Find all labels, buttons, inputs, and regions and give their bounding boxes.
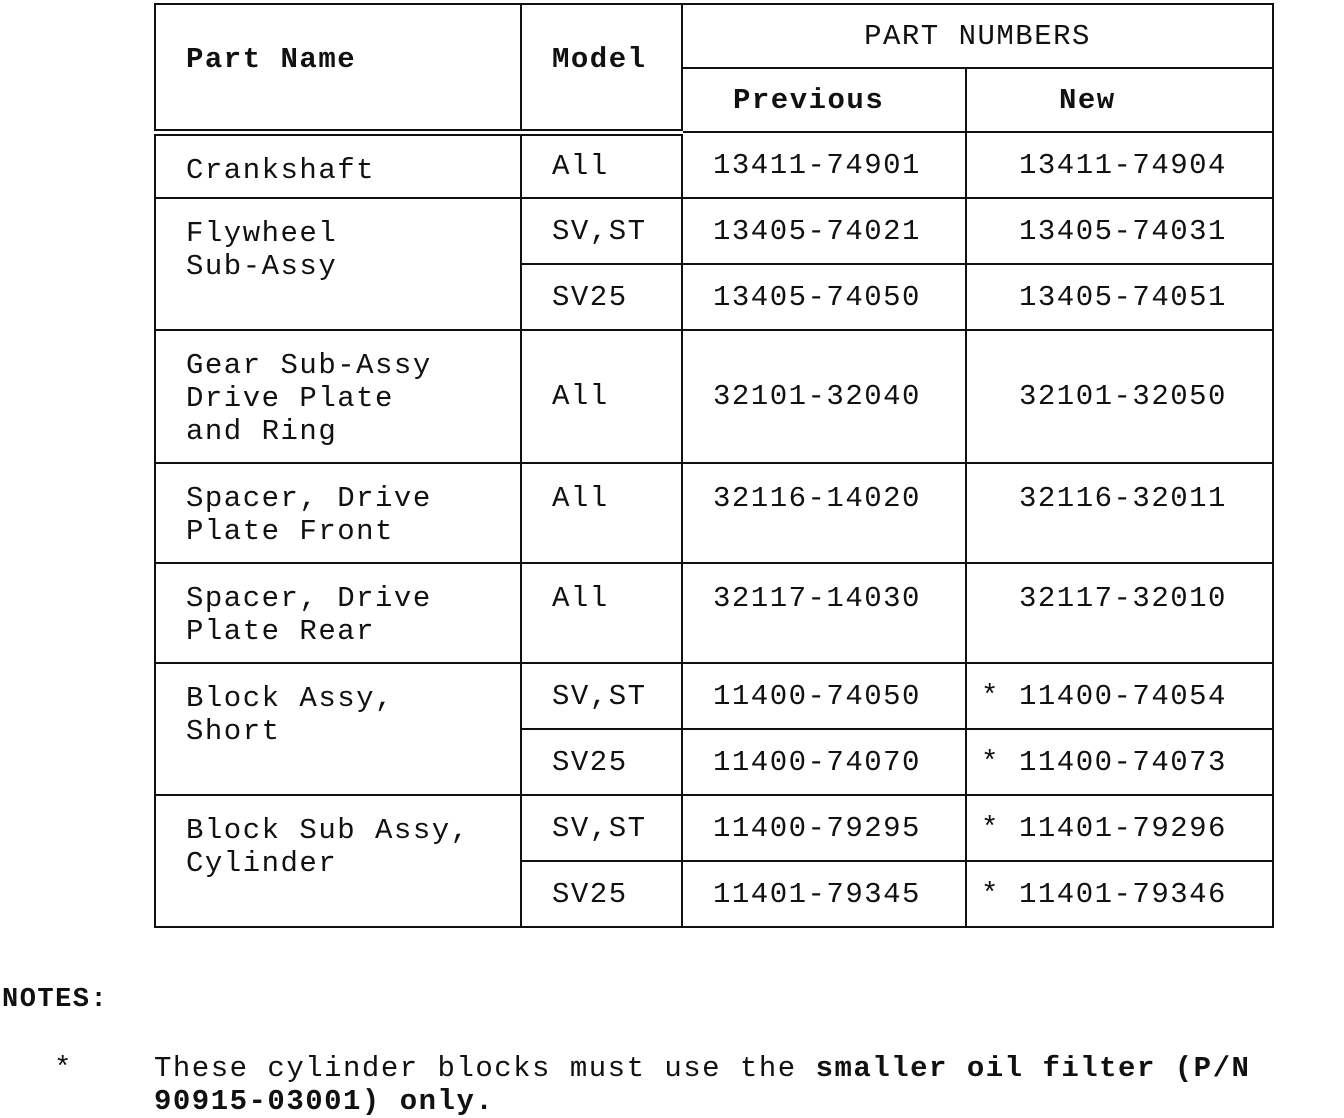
- cell-model: SV25: [521, 264, 682, 330]
- cell-model: SV,ST: [521, 795, 682, 861]
- note-text-bold: smaller oil filter (P/N: [815, 1052, 1251, 1085]
- asterisk-marker: *: [981, 877, 1000, 911]
- cell-previous-part-number: 13405-74021: [682, 198, 966, 264]
- cell-new-part-number: [966, 264, 1273, 330]
- cell-part-name: Flywheel Sub-Assy: [155, 198, 521, 330]
- cell-new-part-number: [966, 663, 1273, 729]
- cell-part-name: Spacer, Drive Plate Rear: [155, 563, 521, 663]
- cell-part-name: Spacer, Drive Plate Front: [155, 463, 521, 563]
- asterisk-marker: *: [981, 745, 1000, 779]
- cell-part-name: Block Assy, Short: [155, 663, 521, 795]
- header-previous: Previous: [682, 68, 966, 132]
- note-text-plain: These cylinder blocks must use the: [154, 1052, 816, 1085]
- cell-previous-part-number: 32117-14030: [682, 563, 966, 663]
- cell-model: SV,ST: [521, 663, 682, 729]
- cell-new-part-number: [966, 861, 1273, 927]
- cell-previous-part-number: 11400-74050: [682, 663, 966, 729]
- cell-model: All: [521, 463, 682, 563]
- cell-previous-part-number: 32116-14020: [682, 463, 966, 563]
- cell-previous-part-number: 32101-32040: [682, 330, 966, 463]
- asterisk-marker: *: [981, 811, 1000, 845]
- note-text: [154, 1052, 1344, 1118]
- cell-new-part-number: [966, 463, 1273, 563]
- cell-model: All: [521, 563, 682, 663]
- table-row: [155, 563, 1273, 663]
- table-row: [155, 463, 1273, 563]
- cell-model: SV25: [521, 861, 682, 927]
- cell-model: All: [521, 132, 682, 198]
- table-body: [155, 132, 1273, 927]
- new-part-number-value: 32116-32011: [1019, 482, 1227, 515]
- cell-model: All: [521, 330, 682, 463]
- cell-part-name: Block Sub Assy, Cylinder: [155, 795, 521, 927]
- cell-previous-part-number: 11400-74070: [682, 729, 966, 795]
- table-header: [155, 4, 1273, 132]
- new-part-number-value: 13405-74031: [1019, 214, 1227, 248]
- table-row: [155, 132, 1273, 198]
- cell-previous-part-number: 13405-74050: [682, 264, 966, 330]
- cell-model: SV,ST: [521, 198, 682, 264]
- part-numbers-table: [154, 3, 1274, 928]
- cell-previous-part-number: 11401-79345: [682, 861, 966, 927]
- header-part-name: Part Name: [155, 4, 521, 132]
- new-part-number-value: 32117-32010: [1019, 582, 1227, 615]
- new-part-number-value: 11401-79346: [1019, 877, 1227, 911]
- new-part-number-value: 32101-32050: [1019, 380, 1227, 413]
- new-part-number-value: 11400-74073: [1019, 745, 1227, 779]
- cell-model: SV25: [521, 729, 682, 795]
- table-row: [155, 330, 1273, 463]
- cell-new-part-number: [966, 795, 1273, 861]
- cell-previous-part-number: 13411-74901: [682, 132, 966, 198]
- cell-new-part-number: [966, 330, 1273, 463]
- header-model: Model: [521, 4, 682, 132]
- note-text-line2: 90915-03001) only.: [154, 1085, 495, 1118]
- table-row: [155, 198, 1273, 264]
- header-part-numbers: PART NUMBERS: [682, 4, 1273, 68]
- new-part-number-value: 11401-79296: [1019, 811, 1227, 845]
- cell-previous-part-number: 11400-79295: [682, 795, 966, 861]
- cell-part-name: Gear Sub-Assy Drive Plate and Ring: [155, 330, 521, 463]
- new-part-number-value: 11400-74054: [1019, 679, 1227, 713]
- note-marker: *: [54, 1052, 73, 1085]
- table-row: [155, 663, 1273, 729]
- new-part-number-value: 13405-74051: [1019, 280, 1227, 314]
- new-part-number-value: 13411-74904: [1019, 148, 1227, 182]
- table-row: [155, 795, 1273, 861]
- header-new: New: [966, 68, 1273, 132]
- cell-new-part-number: [966, 198, 1273, 264]
- asterisk-marker: *: [981, 679, 1000, 713]
- notes-heading: NOTES:: [2, 985, 109, 1015]
- cell-part-name: Crankshaft: [155, 132, 521, 198]
- cell-new-part-number: [966, 132, 1273, 198]
- cell-new-part-number: [966, 729, 1273, 795]
- cell-new-part-number: [966, 563, 1273, 663]
